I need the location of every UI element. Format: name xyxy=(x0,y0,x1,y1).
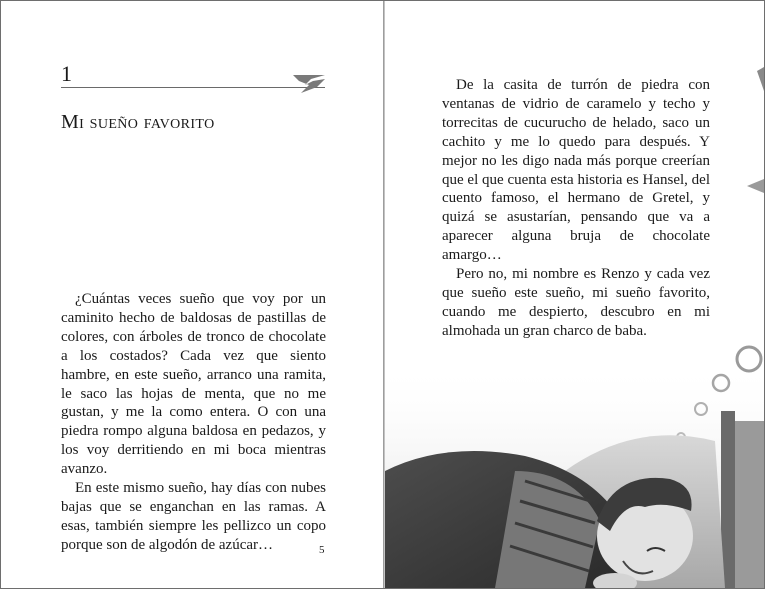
right-page xyxy=(385,1,764,588)
chapter-ornament-icon xyxy=(291,73,327,95)
paragraph: De la casita de turrón de piedra con ventanas de vidrio de caramelo y techo y torrecitas de cucurucho de helado, saco un cachito y me lo quedo para después. Y mejor no les digo nada más porque creerían que el que cuenta esta historia es Hansel, del cuento famoso, el hermano de Gretel, y quizá se asustarían, pensando que va a aparecer alguna bruja de chocolate amargo… xyxy=(442,77,710,264)
chapter-number: 1 xyxy=(61,61,72,86)
paragraph: ¿Cuántas veces sueño que voy por un caminito hecho de baldosas de pastillas de colores, con árboles de tronco de chocolate a los costados? Cada vez que siento hambre, en este sueño, arranco una ramita, le saco las hojas de menta, que no me gustan, y me la como entera. O con una piedra rompo alguna baldosa en pedazos, y los voy derritiendo en mi boca mientras avanzo. xyxy=(61,291,326,478)
paragraph: Pero no, mi nombre es Renzo y cada vez que sueño este sueño, mi sueño favorito, cuando me despierto, descubro en mi almohada un gran charco de baba. xyxy=(442,266,710,339)
chapter-rule xyxy=(61,87,325,88)
left-page xyxy=(1,1,383,588)
chapter-title: Mi sueño favorito xyxy=(61,111,215,133)
page-number: 5 xyxy=(319,544,325,556)
paragraph: En este mismo sueño, hay días con nubes bajas que se enganchan en las ramas. A esas, también siempre les pellizco un copo porque son de algodón de azúcar… xyxy=(61,480,326,553)
right-body-text xyxy=(442,76,710,341)
left-body-text xyxy=(61,290,326,555)
